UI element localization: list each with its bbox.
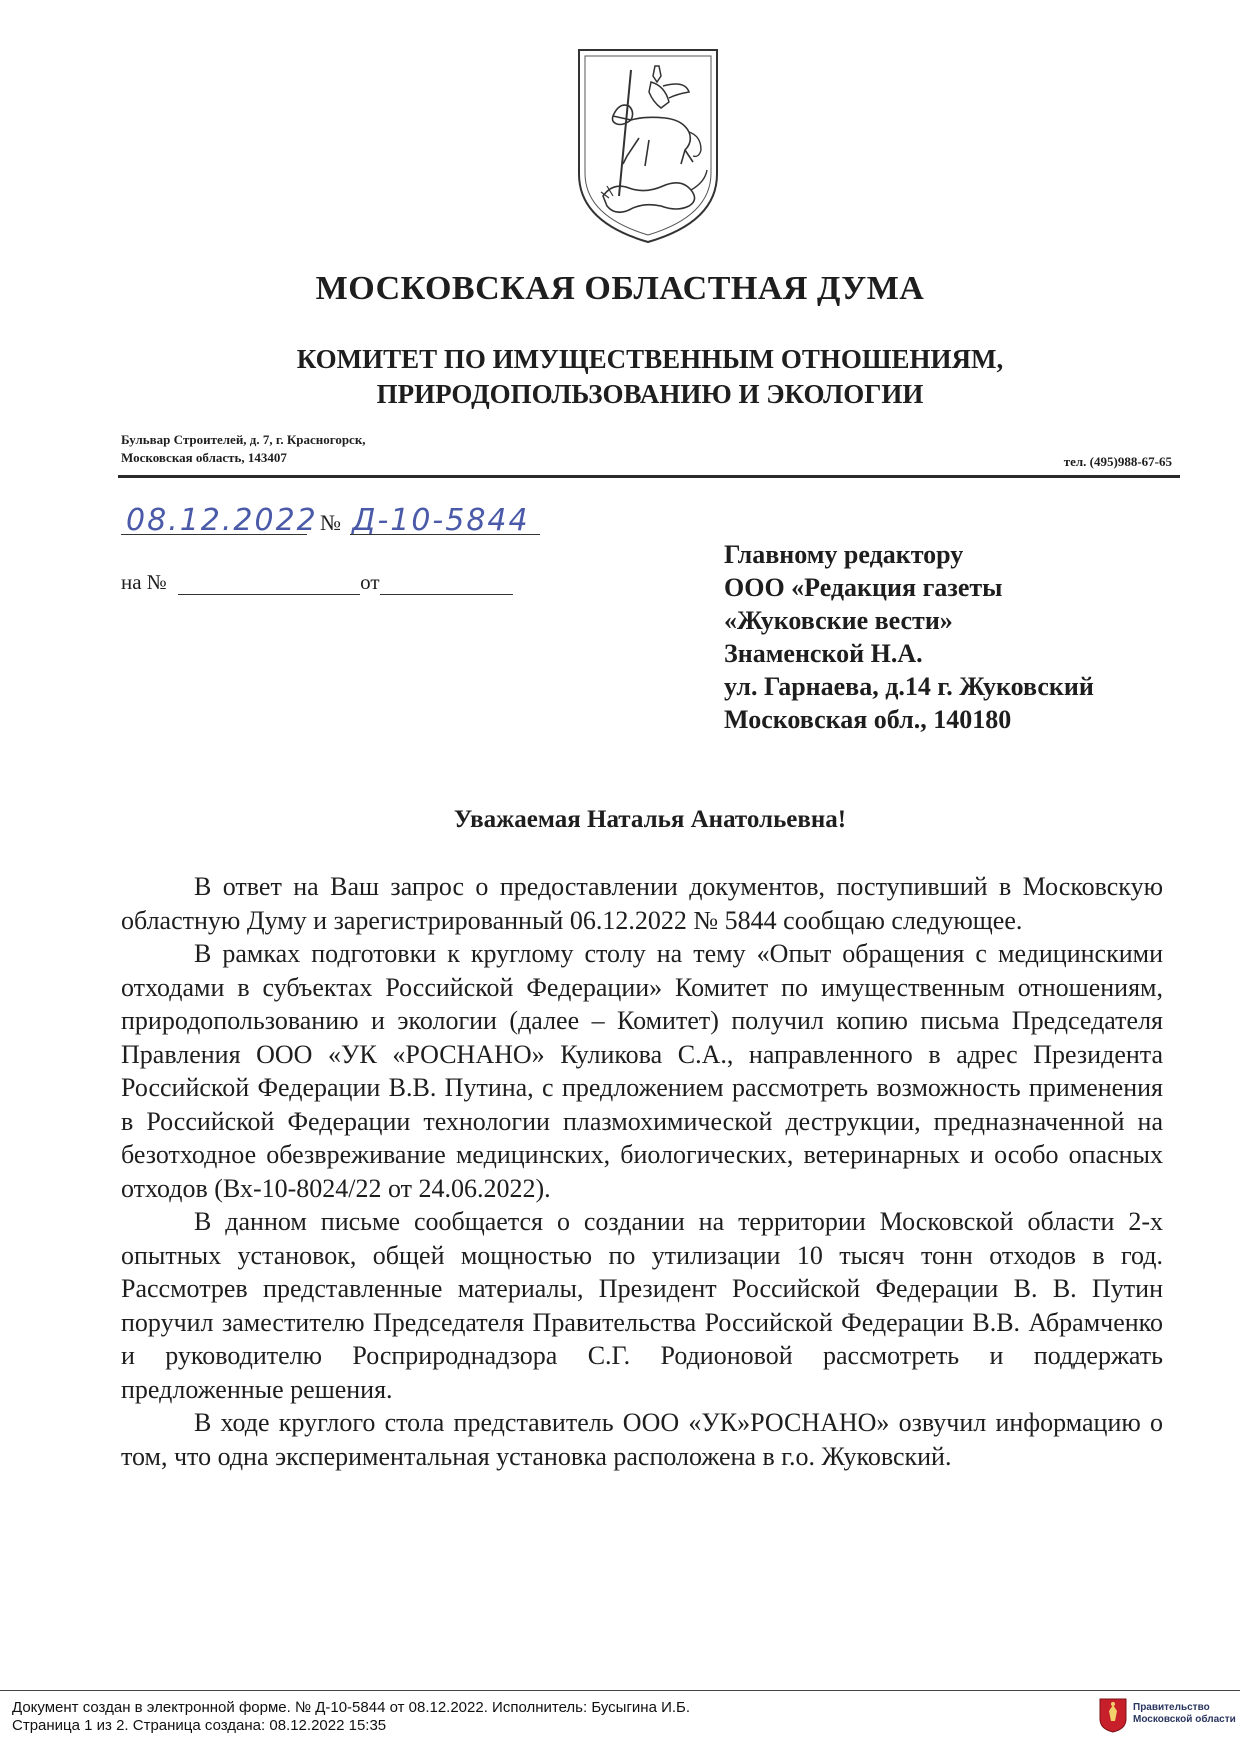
recipient-line6: Московская обл., 140180: [724, 705, 1012, 734]
footer-divider: [0, 1690, 1240, 1691]
moscow-coat-of-arms-icon: [573, 46, 723, 244]
reference-date-blank: [380, 574, 513, 595]
committee-name-line2: ПРИРОДОПОЛЬЗОВАНИЮ И ЭКОЛОГИИ: [376, 379, 924, 409]
address-line2: Московская область, 143407: [121, 450, 287, 465]
government-label: [1133, 1702, 1236, 1726]
footer-line1: Документ создан в электронной форме. № Д-10-5844 от 08.12.2022. Исполнитель: Бусыгина И.Б.: [12, 1699, 691, 1716]
address-line1: Бульвар Строителей, д. 7, г. Красногорск,: [121, 432, 366, 447]
header-divider: [118, 475, 1180, 478]
registration-date: 08.12.2022: [126, 503, 318, 538]
committee-name: [0, 342, 1240, 412]
recipient-line4: Знаменской Н.А.: [724, 639, 923, 668]
footer-line2: Страница 1 из 2. Страница создана: 08.12.2022 15:35: [12, 1717, 387, 1734]
salutation: Уважаемая Наталья Анатольевна!: [453, 806, 847, 833]
body-paragraph-4: В ходе круглого стола представитель ООО «УК»РОСНАНО» озвучил информацию о том, что одна экспериментальная установка расположена в г.о. Жуковский.: [121, 1408, 1163, 1471]
sender-phone: тел. (495)988-67-65: [1063, 454, 1172, 469]
reference-from-label: от: [360, 570, 380, 594]
footer-info: [12, 1699, 690, 1735]
recipient-line3: «Жуковские вести»: [724, 606, 953, 635]
body-paragraph-3: В данном письме сообщается о создании на территории Московской области 2-х опытных установок, общей мощностью по утилизации 10 тысяч тонн отходов в год. Рассмотрев представленные материалы, Президент Российской Федерации В. В. Путин поручил заместителю Председателя Правительства Российской Федерации В.В. Абрамченко и руководителю Росприроднадзора С.Г. Родионовой рассмотреть и поддержать предложенные решения.: [121, 1207, 1163, 1404]
sender-address: [121, 431, 366, 467]
body-paragraph-1: В ответ на Ваш запрос о предоставлении документов, поступивший в Московскую областную Думу и зарегистрированный 06.12.2022 № 5844 сообщаю следующее.: [121, 872, 1163, 935]
registration-number-line: [350, 534, 540, 535]
registration-date-line: [121, 534, 307, 535]
organization-title: МОСКОВСКАЯ ОБЛАСТНАЯ ДУМА: [315, 270, 925, 307]
government-label-line1: Правительство: [1133, 1702, 1210, 1713]
reference-row: [121, 570, 513, 595]
number-sign: №: [320, 510, 341, 535]
reference-number-blank: [178, 574, 360, 595]
moscow-region-coat-of-arms-icon: [1098, 1697, 1128, 1733]
reference-number-label: на №: [121, 570, 167, 594]
government-label-line2: Московской области: [1133, 1714, 1236, 1725]
letter-body: [121, 870, 1163, 1473]
recipient-block: [724, 538, 1094, 736]
committee-name-line1: КОМИТЕТ ПО ИМУЩЕСТВЕННЫМ ОТНОШЕНИЯМ,: [296, 344, 1004, 374]
recipient-line2: ООО «Редакция газеты: [724, 573, 1003, 602]
body-paragraph-2: В рамках подготовки к круглому столу на тему «Опыт обращения с медицинскими отходами в субъектах Российской Федерации» Комитет по имущественным отношениям, природопользованию и экологии (далее – Комитет) получил копию письма Председателя Правления ООО «УК «РОСНАНО» Куликова С.А., направленного в адрес Президента Российской Федерации В.В. Путина, с предложением рассмотреть возможность применения в Российской Федерации технологии плазмохимической деструкции, предназначенной на безотходное обезвреживание медицинских, биологических, ветеринарных и особо опасных отходов (Вх-10-8024/22 от 24.06.2022).: [121, 939, 1163, 1203]
registration-number: Д-10-5844: [352, 503, 530, 538]
recipient-line5: ул. Гарнаева, д.14 г. Жуковский: [724, 672, 1094, 701]
recipient-line1: Главному редактору: [724, 540, 964, 569]
